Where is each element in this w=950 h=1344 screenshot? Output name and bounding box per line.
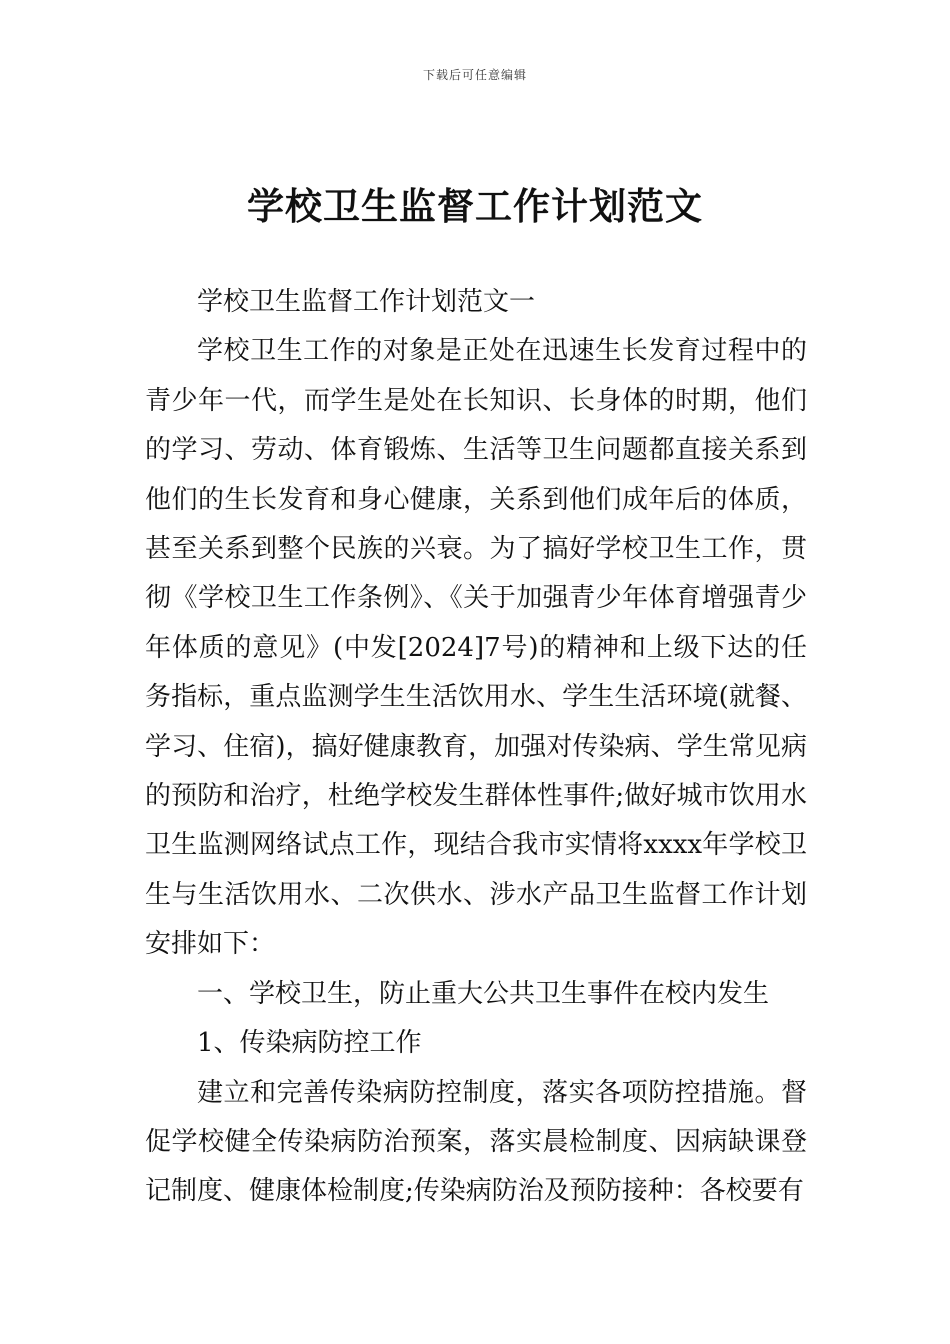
subsection-heading: 1、传染病防控工作 bbox=[197, 1028, 422, 1059]
document-title: 学校卫生监督工作计划范文 bbox=[247, 184, 703, 228]
body-paragraph: 建立和完善传染病防控制度，落实各项防控措施。督促学校健全传染病防治预案，落实晨检制度、因病缺课登记制度、健康体检制度;传染病防治及预防接种：各校要有 bbox=[145, 1077, 807, 1207]
page-header-note: 下载后可任意编辑 bbox=[422, 68, 527, 82]
subtitle-paragraph: 学校卫生监督工作计划范文一 bbox=[197, 287, 536, 317]
document-body bbox=[145, 278, 807, 1217]
intro-paragraph: 学校卫生工作的对象是正处在迅速生长发育过程中的青少年一代，而学生是处在长知识、长身体的时期，他们的学习、劳动、体育锻炼、生活等卫生问题都直接关系到他们的生长发育和身心健康，关系到他们成年后的体质，甚至关系到整个民族的兴衰。为了搞好学校卫生工作，贯彻《学校卫生工作条例》、《关于加强青少年体育增强青少年体质的意见》(中发[2024]7号)的精神和上级下达的任务指标，重点监测学生生活饮用水、学生生活环境(就餐、学习、住宿)，搞好健康教育，加强对传染病、学生常见病的预防和治疗，杜绝学校发生群体性事件;做好城市饮用水卫生监测网络试点工作，现结合我市实情将xxxx年学校卫生与生活饮用水、二次供水、涉水产品卫生监督工作计划安排如下： bbox=[145, 336, 807, 960]
section-heading: 一、学校卫生，防止重大公共卫生事件在校内发生 bbox=[197, 978, 770, 1009]
